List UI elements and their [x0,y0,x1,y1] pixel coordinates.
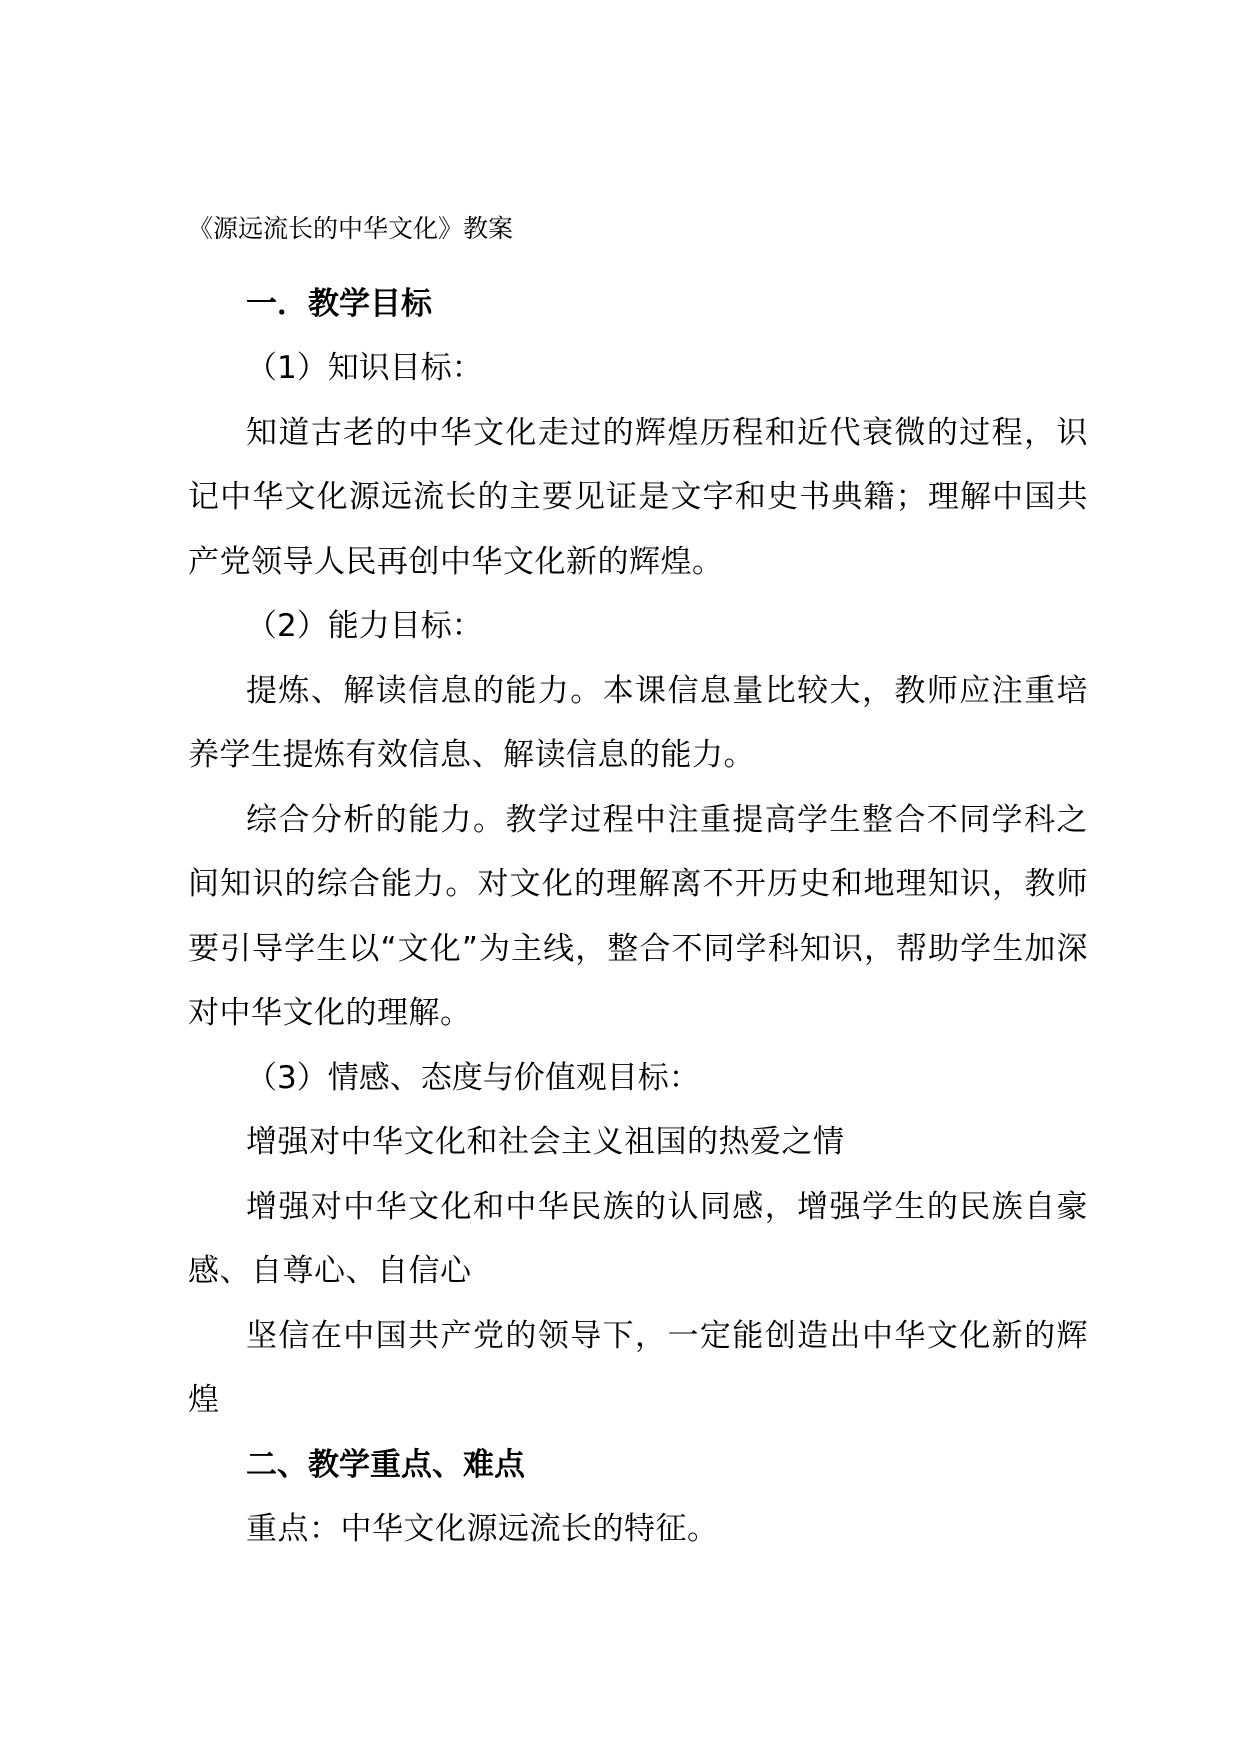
emotion-goal-label: （3）情感、态度与价值观目标： [246,1059,700,1096]
knowledge-goal-text: 知道古老的中华文化走过的辉煌历程和近代衰微的过程，识记中华文化源远流长的主要见证是文字和史书典籍；理解中国共产党领导人民再创中华文化新的辉煌。 [188,414,1088,580]
ability-goal-text-2: 综合分析的能力。教学过程中注重提高学生整合不同学科之间知识的综合能力。对文化的理解离不开历史和地理知识，教师要引导学生以“文化”为主线，整合不同学科知识，帮助学生加深对中华文化的理解。 [188,801,1088,1031]
ability-goal-text-1: 提炼、解读信息的能力。本课信息量比较大，教师应注重培养学生提炼有效信息、解读信息的能力。 [188,672,1088,773]
key-point-text: 重点：中华文化源远流长的特征。 [246,1510,719,1547]
emotion-goal-text-2: 增强对中华文化和中华民族的认同感，增强学生的民族自豪感、自尊心、自信心 [188,1188,1088,1289]
knowledge-goal-label: （1）知识目标： [246,350,483,386]
emotion-goal-text-1: 增强对中华文化和社会主义祖国的热爱之情 [246,1124,845,1160]
emotion-goal-text-3: 坚信在中国共产党的领导下，一定能创造出中华文化新的辉煌 [188,1317,1088,1418]
ability-goal-label: （2）能力目标： [246,608,483,644]
section-heading-teaching-goals: 一．教学目标 [246,286,432,322]
section-heading-key-points: 二、教学重点、难点 [246,1446,525,1483]
document-page [188,214,1088,1561]
document-title: 《源远流长的中华文化》教案 [188,214,514,243]
